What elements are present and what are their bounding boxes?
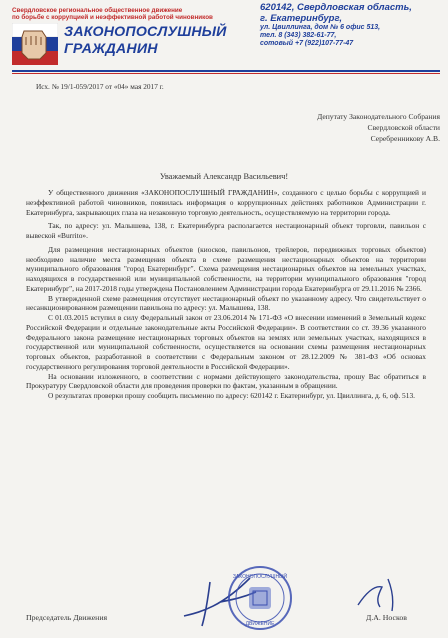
org-line-2: по борьбе с коррупцией и неэффективной работой чиновников: [12, 14, 213, 22]
salutation: Уважаемый Александр Васильевич!: [159, 172, 289, 181]
header-divider: [12, 70, 440, 72]
org-line-1: Свердловское региональное общественное движение: [12, 7, 183, 14]
round-stamp-icon: [227, 565, 293, 631]
outgoing-number: Исх. № 19/1-059/2017 от «04» мая 2017 г.: [36, 82, 164, 91]
address-line-3: ул. Цвиллинга, дом № 6 офис 513,: [260, 24, 381, 31]
signatory-name: Д.А. Носков: [366, 613, 407, 622]
paragraph: Для размещения нестационарных объектов (киосков, павильонов, трейлеров, передвижных торговых объектов) необходимо наличие места размещения объекта в схеме размещения нестационарных объектов на территории муниципального образования "город Екатеринбург". Схема размещения нестационарных объектов на земельных участках, находящихся в государственной или муниципальной собственности, на территории муниципального образования "город Екатеринбург", на 2017-2018 годы утверждена Постановлением Администрации города Екатеринбурга от 29.11.2016 № 2366.: [26, 244, 426, 293]
recipient-block: [258, 111, 440, 144]
address-line-2: г. Екатеринбург,: [260, 12, 343, 24]
letter-body: [26, 188, 426, 401]
header-divider-red: [12, 73, 440, 74]
paragraph: На основании изложенного, в соответствии с нормами действующего законодательства, прошу Вас обратиться в Прокуратуру Свердловской области для проведения проверки по фактам, указанным в обращении.: [26, 371, 426, 391]
paragraph: С 01.03.2015 вступил в силу Федеральный закон от 23.06.2014 № 171-ФЗ «О внесении изменений в Земельный кодекс Российской Федерации и отдельные законодательные акты Российской Федерации». В соответствии со ст. 39.36 указанного Федерального закона размещение нестационарных торговых объектов на землях или земельных участках, находящихся в государственной или муниципальной собственности, осуществляется на основании схемы размещения нестационарных торговых объектов, разработанной в соответствии с Федеральным законом от 28.12.2009 № 381-ФЗ «Об основах государственного регулирования торговой деятельности в Российской Федерации».: [26, 313, 426, 371]
org-address: [260, 3, 445, 48]
org-description: [12, 7, 242, 21]
svg-text:ДВИЖЕНИЕ: ДВИЖЕНИЕ: [245, 621, 275, 627]
svg-text:ЗАКОНОПОСЛУШНЫЙ: ЗАКОНОПОСЛУШНЫЙ: [232, 574, 288, 580]
brand-line-2: ГРАЖДАНИН: [64, 41, 158, 57]
brand-name: [64, 24, 227, 58]
paragraph: О результатах проверки прошу сообщить письменно по адресу: 620142 г. Екатеринбург, ул. Цвиллинга, д. 6, оф. 513.: [48, 391, 415, 400]
handwritten-signature-2: [352, 575, 412, 615]
address-line-4: тел. 8 (343) 382-61-77,: [260, 32, 337, 40]
logo-emblem-icon: [12, 23, 58, 65]
address-line-5: сотовый +7 (922)107-77-47: [260, 40, 354, 48]
address-line-1: 620142, Свердловская область,: [260, 2, 412, 13]
signatory-role: Председатель Движения: [26, 613, 108, 622]
paragraph: В утвержденной схеме размещения отсутствует нестационарный объект по указанному адресу. Что свидетельствует о несанкционированном размещении павильона по адресу: ул. Малышева, 138.: [26, 293, 426, 313]
recipient-line-1: Депутату Законодательного Собрания: [317, 112, 440, 121]
recipient-line-3: Серебренникову А.В.: [370, 134, 440, 143]
paragraph: У общественного движения «ЗАКОНОПОСЛУШНЫЙ ГРАЖДАНИН», созданного с целью борьбы с коррупцией и неэффективной работой чиновников, появилась информация о коррупционных действиях работников Администрации г. Екатеринбурга, закрывающих глаза на незаконную торговую деятельность, осуществляемую на территории города.: [26, 188, 426, 217]
brand-line-1: ЗАКОНОПОСЛУШНЫЙ: [64, 24, 227, 40]
recipient-line-2: Свердловской области: [367, 123, 440, 132]
paragraph: Так, по адресу: ул. Малышева, 138, г. Екатеринбурга располагается нестационарный объект торговли, павильон с вывеской «Burrito».: [26, 221, 426, 240]
